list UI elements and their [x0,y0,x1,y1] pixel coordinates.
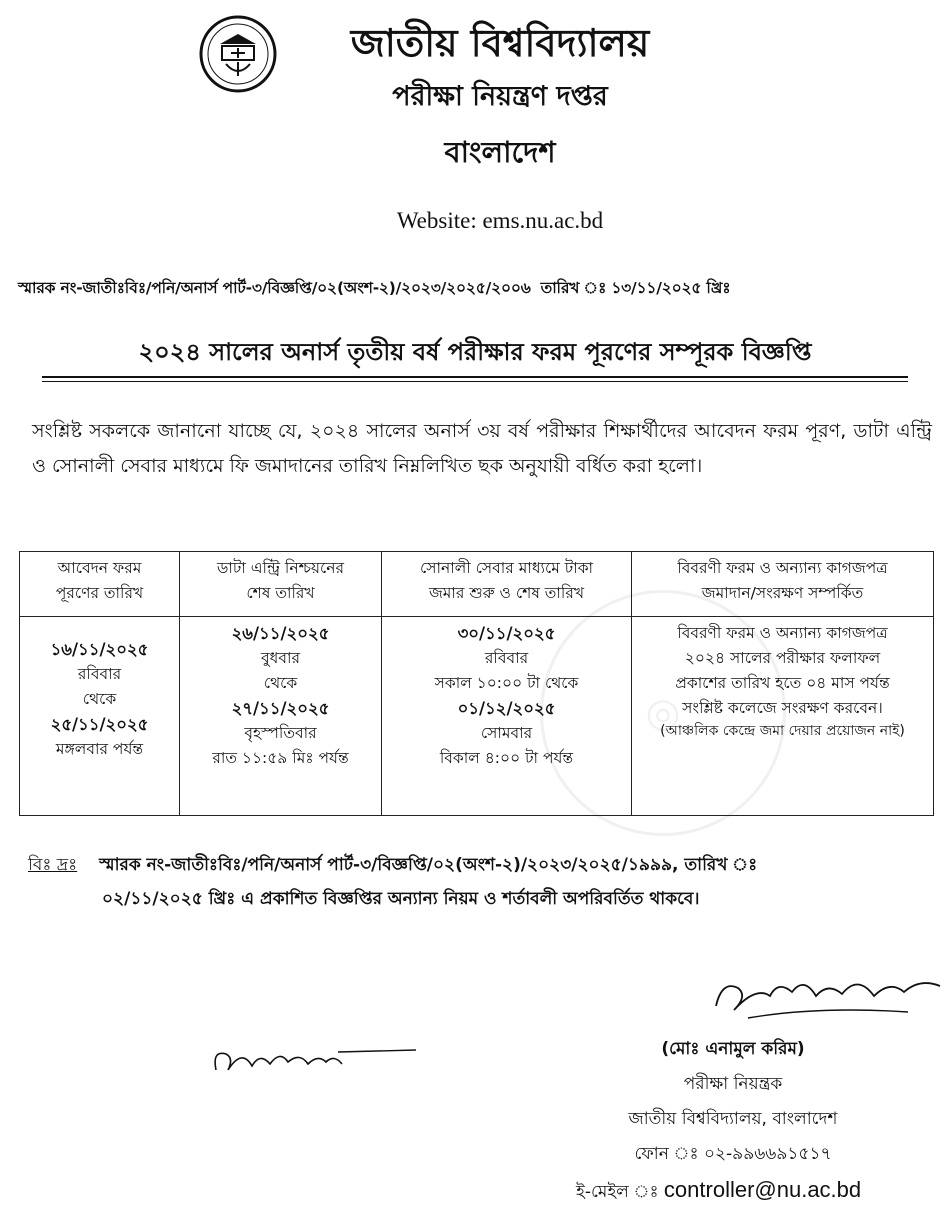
signatory-designation: পরীক্ষা নিয়ন্ত্রক [683,1074,783,1094]
cell-line: ১৬/১১/২০২৫ [50,640,149,659]
signatory-email-line [568,1172,898,1210]
cell-line: রবিবার [77,665,122,683]
schedule-table [19,551,934,816]
header-text: শেষ তারিখ [246,584,315,602]
cell-line: রাত ১১:৫৯ মিঃ পর্যন্ত [212,749,349,767]
sonali-seba-dates-cell [382,617,632,816]
cell-line: সংশ্লিষ্ট কলেজে সংরক্ষণ করবেন। [682,699,883,717]
header-cell [632,552,934,617]
cell-line: থেকে [263,674,298,692]
table-header-row [20,552,934,617]
footnote-ref: স্মারক নং-জাতীঃবিঃ/পনি/অনার্স পার্ট-৩/বিজ্ঞপ্তি/০২(অংশ-২)/২০২৩/২০২৫/১৯৯৯, তারিখ ঃ [99,855,758,875]
cell-line: বিকাল ৪:০০ টা পর্যন্ত [439,749,574,767]
header-text: জমার শুরু ও শেষ তারিখ [428,584,585,602]
website-line: Website: ems.nu.ac.bd [396,208,604,233]
table-row [20,617,934,816]
office-name: পরীক্ষা নিয়ন্ত্রণ দপ্তর [392,81,608,112]
header-cell [180,552,382,617]
header-text: বিবরণী ফরম ও অন্যান্য কাগজপত্র [677,559,888,577]
email-label: ই-মেইল ঃ [576,1182,659,1202]
country-name: বাংলাদেশ [444,135,556,169]
cell-line: ২৬/১১/২০২৫ [231,624,330,643]
cell-line: বৃহস্পতিবার [244,724,317,742]
cell-line: ২০২৪ সালের পরীক্ষার ফলাফল [684,649,881,667]
initial-signature [208,1040,418,1080]
cell-note: (আঞ্চলিক কেন্দ্রে জমা দেয়ার প্রয়োজন নাই) [660,723,905,739]
email-link[interactable]: controller@nu.ac.bd [663,1177,862,1202]
document-submission-cell [632,617,934,816]
footnote-line2: ০২/১১/২০২৫ খ্রিঃ এ প্রকাশিত বিজ্ঞপ্তির অন্যান্য নিয়ম ও শর্তাবলী অপরিবর্তিত থাকবে। [102,889,700,909]
header-text: জমাদান/সংরক্ষণ সম্পর্কিত [701,584,864,602]
cell-line: বুধবার [261,649,300,667]
cell-line: ২৫/১১/২০২৫ [50,715,149,734]
memo-date: তারিখ ঃ ১৩/১১/২০২৫ খ্রিঃ [540,279,731,297]
cell-line: রবিবার [484,649,529,667]
cell-line: মঙ্গলবার পর্যন্ত [55,740,144,758]
watermark-seal: ◎ [540,590,786,836]
cell-line: থেকে [82,690,117,708]
header-cell [20,552,180,617]
signatory-name: (মোঃ এনামুল করিম) [661,1039,805,1059]
notice-title: ২০২৪ সালের অনার্স তৃতীয় বর্ষ পরীক্ষার ফরম পূরণের সম্পূরক বিজ্ঞপ্তি [138,338,812,366]
data-entry-dates-cell [180,617,382,816]
university-name: জাতীয় বিশ্ববিদ্যালয় [350,20,650,65]
footnote-label: বিঃ দ্রঃ [28,855,78,875]
cell-line: বিবরণী ফরম ও অন্যান্য কাগজপত্র [677,624,888,642]
cell-line: সোমবার [480,724,533,742]
header-text: ডাটা এন্ট্রি নিশ্চয়নের [216,559,345,577]
header-text: সোনালী সেবার মাধ্যমে টাকা [419,559,594,577]
signatory-institution: জাতীয় বিশ্ববিদ্যালয়, বাংলাদেশ [628,1109,838,1129]
title-underline [42,376,908,378]
cell-line: সকাল ১০:০০ টা থেকে [434,674,579,692]
university-logo [198,14,278,94]
cell-line: ৩০/১১/২০২৫ [457,624,556,643]
signatory-block [568,1032,898,1210]
cell-line: ২৭/১১/২০২৫ [231,699,330,718]
form-fillup-dates-cell [20,617,180,816]
footnote [28,848,933,916]
cell-line: প্রকাশের তারিখ হতে ০৪ মাস পর্যন্ত [675,674,890,692]
controller-signature [708,966,948,1026]
memo-ref: স্মারক নং-জাতীঃবিঃ/পনি/অনার্স পার্ট-৩/বিজ্ঞপ্তি/০২(অংশ-২)/২০২৩/২০২৫/২০০৬ [18,279,531,297]
cell-line: ০১/১২/২০২৫ [457,699,556,718]
signatory-phone: ফোন ঃ ০২-৯৯৬৬৯১৫১৭ [634,1144,832,1164]
title-underline-second [42,381,908,382]
header-text: আবেদন ফরম [57,559,142,577]
memo-line [18,276,938,302]
header-cell [382,552,632,617]
notice-body: সংশ্লিষ্ট সকলকে জানানো যাচ্ছে যে, ২০২৪ সালের অনার্স ৩য় বর্ষ পরীক্ষার শিক্ষার্থীদের আবেদন ফরম পূরণ, ডাটা এন্ট্রি ও সোনালী সেবার মাধ্যমে ফি জমাদানের তারিখ নিম্নলিখিত ছক অনুযায়ী বর্ধিত করা হলো। [32,420,932,477]
header-text: পূরণের তারিখ [55,584,144,602]
